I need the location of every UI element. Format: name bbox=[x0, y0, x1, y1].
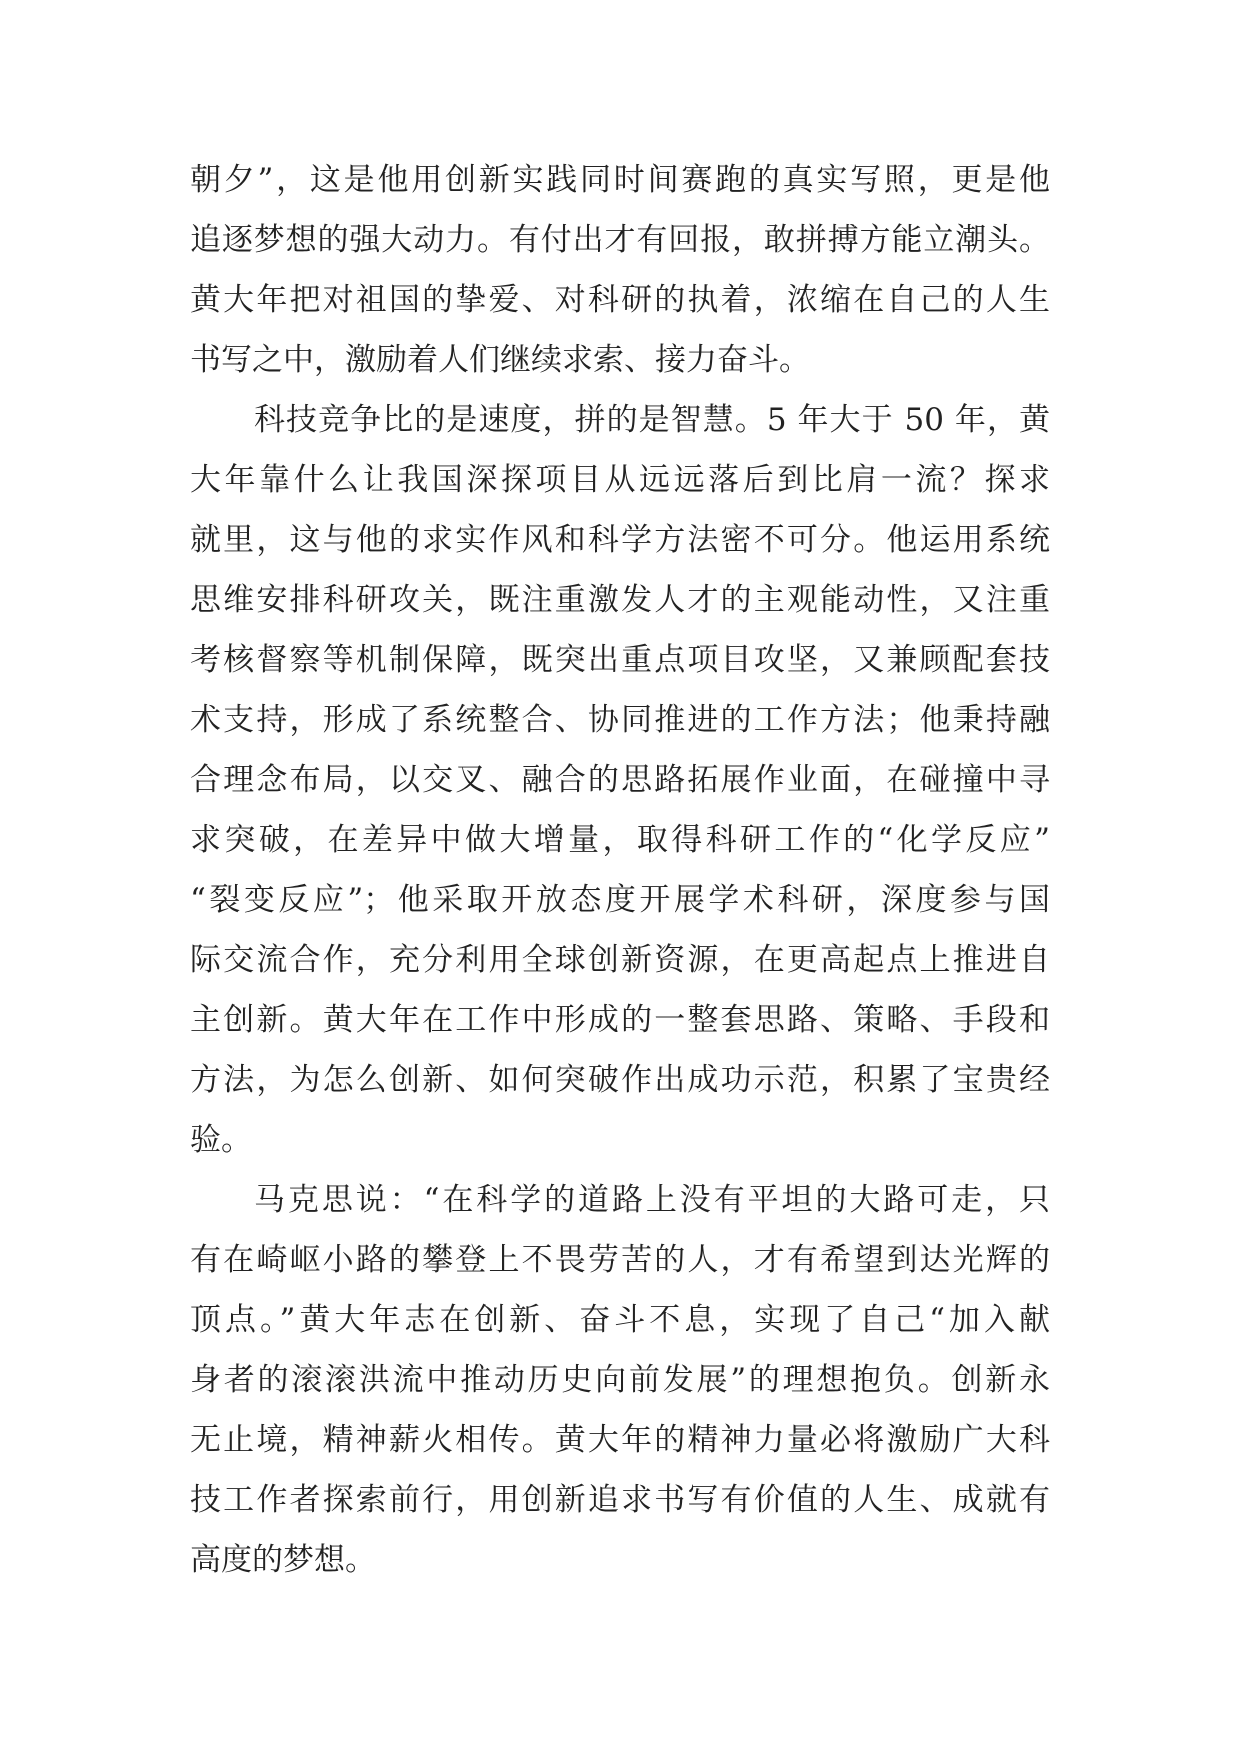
text-line: 术支持，形成了系统整合、协同推进的工作方法；他秉持融 bbox=[190, 702, 1050, 738]
text-line: 顶点。”黄大年志在创新、奋斗不息，实现了自己“加入献 bbox=[190, 1302, 1050, 1338]
text-line: 追逐梦想的强大动力。有付出才有回报，敢拼搏方能立潮头。 bbox=[190, 222, 1050, 258]
text-line: 考核督察等机制保障，既突出重点项目攻坚，又兼顾配套技 bbox=[190, 642, 1050, 678]
text-line: 高度的梦想。 bbox=[190, 1542, 376, 1578]
text-line: 有在崎岖小路的攀登上不畏劳苦的人，才有希望到达光辉的 bbox=[190, 1242, 1050, 1278]
text-line: 验。 bbox=[190, 1122, 252, 1158]
document-page bbox=[190, 150, 1050, 1590]
paragraph-3 bbox=[190, 1170, 1050, 1590]
text-line: 朝夕”，这是他用创新实践同时间赛跑的真实写照，更是他 bbox=[190, 162, 1050, 198]
paragraph-1 bbox=[190, 150, 1050, 390]
text-line: 合理念布局，以交叉、融合的思路拓展作业面，在碰撞中寻 bbox=[190, 762, 1050, 798]
text-line: 身者的滚滚洪流中推动历史向前发展”的理想抱负。创新永 bbox=[190, 1362, 1050, 1398]
text-line: 黄大年把对祖国的挚爱、对科研的执着，浓缩在自己的人生 bbox=[190, 282, 1050, 318]
paragraph-2 bbox=[190, 390, 1050, 1170]
text-line: “裂变反应”；他采取开放态度开展学术科研，深度参与国 bbox=[190, 882, 1050, 918]
text-line: 就里，这与他的求实作风和科学方法密不可分。他运用系统 bbox=[190, 522, 1050, 558]
text-line: 技工作者探索前行，用创新追求书写有价值的人生、成就有 bbox=[190, 1482, 1050, 1518]
text-line: 科技竞争比的是速度，拼的是智慧。5 年大于 50 年，黄 bbox=[254, 402, 1050, 438]
text-line: 求突破，在差异中做大增量，取得科研工作的“化学反应” bbox=[190, 822, 1050, 858]
text-line: 马克思说：“在科学的道路上没有平坦的大路可走，只 bbox=[254, 1182, 1050, 1218]
text-line: 无止境，精神薪火相传。黄大年的精神力量必将激励广大科 bbox=[190, 1422, 1050, 1458]
text-line: 大年靠什么让我国深探项目从远远落后到比肩一流？探求 bbox=[190, 462, 1050, 498]
text-line: 主创新。黄大年在工作中形成的一整套思路、策略、手段和 bbox=[190, 1002, 1050, 1038]
text-line: 际交流合作，充分利用全球创新资源，在更高起点上推进自 bbox=[190, 942, 1050, 978]
text-line: 思维安排科研攻关，既注重激发人才的主观能动性，又注重 bbox=[190, 582, 1050, 618]
text-line: 书写之中，激励着人们继续求索、接力奋斗。 bbox=[190, 342, 810, 378]
text-line: 方法，为怎么创新、如何突破作出成功示范，积累了宝贵经 bbox=[190, 1062, 1050, 1098]
